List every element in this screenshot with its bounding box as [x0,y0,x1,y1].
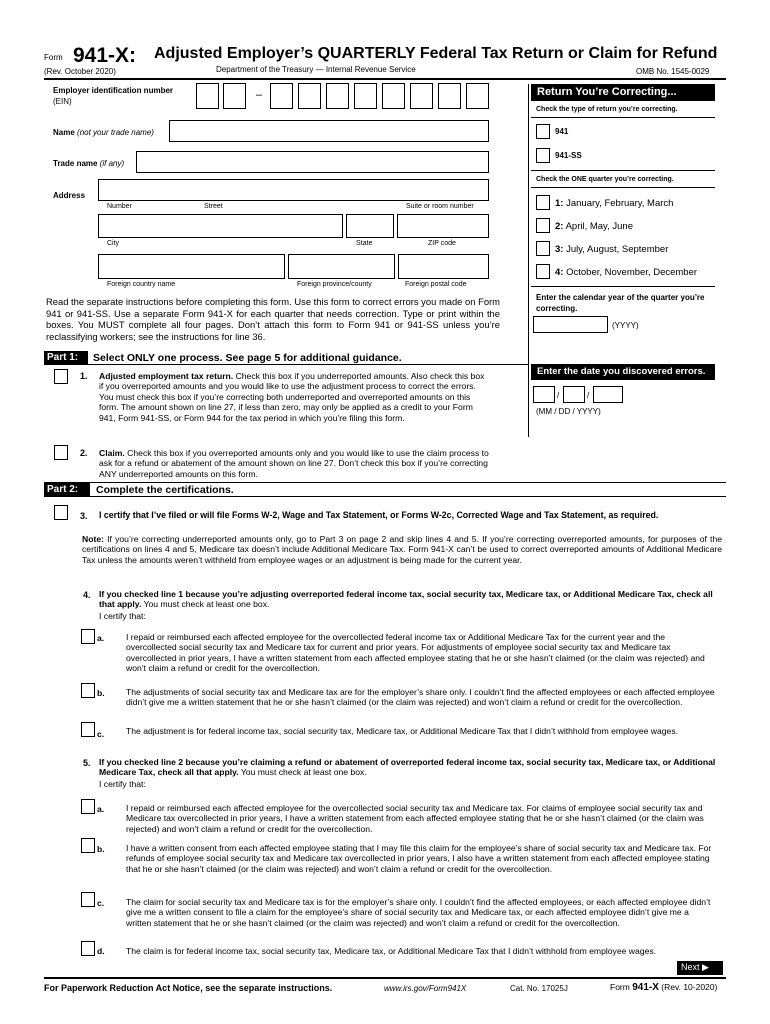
foreign-postal-input[interactable] [398,254,489,279]
address-suite-label: Suite or room number [406,203,474,210]
line2-checkbox[interactable] [54,445,68,460]
address-number-label: Number [107,203,132,210]
trade-name-label: Trade name (if any) [53,159,125,168]
quarter-4-checkbox[interactable] [536,264,550,279]
ein-dash: – [256,89,263,101]
next-button[interactable]: Next ▶ [677,961,723,975]
return-correcting-header: Return You’re Correcting... [531,84,715,101]
line5d-checkbox[interactable] [81,941,95,956]
date-format: (MM / DD / YYYY) [536,407,601,416]
foreign-country-input[interactable] [98,254,285,279]
part1-title: Select ONLY one process. See page 5 for additional guidance. [93,352,402,364]
year-input[interactable] [533,316,608,333]
line5-text: If you checked line 2 because you’re claiming a refund or abatement of overreported federal income tax, social security tax, Medicare tax, or Additional Medicare Tax, check all that apply. You must check at least one box. [99,757,716,778]
line3-text: I certify that I’ve filed or will file Forms W-2, Wage and Tax Statement, or Forms W-2c, Corrected Wage and Tax Statement, as required. [99,510,659,520]
name-input[interactable] [169,120,489,142]
foreign-province-label: Foreign province/county [297,281,372,288]
line2-text: Claim. Check this box if you overreported amounts only and you would like to use the claim process to ask for a refund or abatement of the amount shown on line 27. Don’t check this box if you’re correcting ANY underreported amounts on this form. [99,448,489,479]
line3-checkbox[interactable] [54,505,68,520]
part1-label: Part 1: [44,351,88,364]
city-input[interactable] [98,214,343,238]
arrow-right-icon: ▶ [702,962,709,972]
line5-certify: I certify that: [99,779,146,789]
type-prompt: Check the type of return you’re correcting. [536,106,678,113]
state-input[interactable] [346,214,394,238]
instructions-text: Read the separate instructions before completing this form. Use this form to correct errors you made on Form 941 or 941-SS. Use a separate Form 941-X for each quarter that needs correction. Type or print within the boxes. You MUST complete all four pages. Don’t attach this form to Form 941 or 941-SS unless you’re reclassifying workers; see the instructions for line 36. [46,296,500,342]
address-label: Address [53,191,86,200]
type-941ss-checkbox[interactable] [536,148,550,163]
line4a-text: I repaid or reimbursed each affected employee for the overcollected federal income tax or Additional Medicare Tax for the current year and the overcollected social security tax and Medicare tax for current and prior years. For adjustments of employee social security tax and Medicare tax overcollected in prior years, I have a written statement from each affected employee stating that he or she hasn’t claimed (or the claim was rejected) and won’t claim a refund or credit for the overcollection. [126,632,705,674]
ein-label: Employer identification number [53,86,174,95]
line4c-text: The adjustment is for federal income tax, social security tax, Medicare tax, or Additional Medicare Tax that I didn’t withhold from employee wages. [126,726,679,736]
trade-name-input[interactable] [136,151,489,173]
address-street-label: Street [204,203,223,210]
name-label: Name (not your trade name) [53,128,154,137]
part2-title: Complete the certifications. [96,484,234,496]
line5c-text: The claim for social security tax and Medicare tax is for the employer’s share only. I couldn’t find the affected employees, or each affected employee didn’t give me a written consent to file a claim for the employee’s share of social security tax and Medicare tax, or each affected employee didn’t give me a written statement that he or she hasn’t claimed (or the claim was rejected) and won’t claim a refund or credit for the overcollection. [126,897,711,928]
form-number: 941-X: [73,44,137,67]
line5d-text: The claim is for federal income tax, social security tax, Medicare tax, or Additional Medicare Tax that I didn’t withhold from employee wages. [126,946,657,956]
quarter-prompt: Check the ONE quarter you’re correcting. [536,176,674,183]
address-street-input[interactable] [98,179,489,201]
year-format: (YYYY) [612,321,639,330]
type-941ss-label: 941-SS [555,151,582,160]
line1-checkbox[interactable] [54,369,68,384]
foreign-postal-label: Foreign postal code [405,281,467,288]
line5b-checkbox[interactable] [81,838,95,853]
part2-label: Part 2: [44,483,90,496]
line4-certify: I certify that: [99,611,146,621]
quarter-3-checkbox[interactable] [536,241,550,256]
ein-sublabel: (EIN) [53,97,72,106]
line4-text: If you checked line 1 because you’re adjusting overreported federal income tax, social security tax, Medicare tax, or Additional Medicare Tax, check all that apply. You must check at least one box. [99,589,713,610]
form-label: Form [44,53,63,62]
type-941-label: 941 [555,127,569,136]
foreign-country-label: Foreign country name [107,281,176,288]
quarter-1-checkbox[interactable] [536,195,550,210]
quarter-2-checkbox[interactable] [536,218,550,233]
revision-date: (Rev. October 2020) [44,67,116,76]
state-label: State [356,240,373,247]
line5c-checkbox[interactable] [81,892,95,907]
header-rule [44,78,726,80]
line4a-checkbox[interactable] [81,629,95,644]
form-url[interactable]: www.irs.gov/Form941X [384,984,467,993]
right-panel-border [528,84,529,437]
date-discovered-header: Enter the date you discovered errors. [531,364,715,380]
omb-number: OMB No. 1545-0029 [636,67,710,76]
note-text: Note: If you’re correcting underreported amounts only, go to Part 3 on page 2 and skip lines 4 and 5. If you’re correcting overreported amounts, for purposes of the certifications on lines 4 and 5, Medicare tax doesn’t include Additional Medicare Tax. Form 941-X can’t be used to correct overreported amounts of Additional Medicare Tax unless the amounts weren’t withheld from employee wages or an adjustment is being made for the current year. [82,534,722,565]
department: Department of the Treasury — Internal Revenue Service [216,65,416,74]
line4b-checkbox[interactable] [81,683,95,698]
form-title: Adjusted Employer’s QUARTERLY Federal Tax Return or Claim for Refund [154,45,718,62]
footer-form-id: Form 941-X (Rev. 10-2020) [610,982,718,993]
line5a-checkbox[interactable] [81,799,95,814]
cat-number: Cat. No. 17025J [510,984,568,993]
zip-label: ZIP code [428,240,456,247]
line4b-text: The adjustments of social security tax and Medicare tax are for the employer’s share only. I couldn’t find the affected employees or each affected employee didn’t give me a written statement that he or she hasn’t claimed (or the claim was rejected) and won’t claim a refund or credit for the overcollection. [126,687,715,708]
line1-text: Adjusted employment tax return. Check this box if you underreported amounts. Also check this box if you overreported amounts and you would like to use the adjustment process to correct the errors. You must check this box if you’re correcting both underreported and overreported amounts on this form. The amount shown on line 27, if less than zero, may only be applied as a credit to your Form 941, Form 941-SS, or Form 944 for the tax period in which you’re filing this form. [99,371,485,423]
foreign-province-input[interactable] [288,254,395,279]
line4c-checkbox[interactable] [81,722,95,737]
type-941-checkbox[interactable] [536,124,550,139]
line5a-text: I repaid or reimbursed each affected employee for the overcollected social security tax and Medicare tax. For claims of employee social security tax and Medicare tax overcollected in prior years, I have a written statement from each affected employee stating that he or she hasn’t claimed (or the claim was rejected) and won’t claim a refund or credit for the overcollection. [126,803,704,834]
line5b-text: I have a written consent from each affected employee stating that I may file this claim for the employee’s share of social security tax and Medicare tax. For refunds of employee social security tax and Medicare tax overcollected in prior years, I also have a written statement from each affected employee stating that he or she hasn’t claimed (or the claim was rejected) and won’t claim a refund or credit for the overcollection. [126,843,712,874]
zip-input[interactable] [397,214,489,238]
city-label: City [107,240,120,247]
year-prompt: Enter the calendar year of the quarter you’re correcting. [536,293,705,313]
paperwork-notice: For Paperwork Reduction Act Notice, see the separate instructions. [44,983,333,993]
